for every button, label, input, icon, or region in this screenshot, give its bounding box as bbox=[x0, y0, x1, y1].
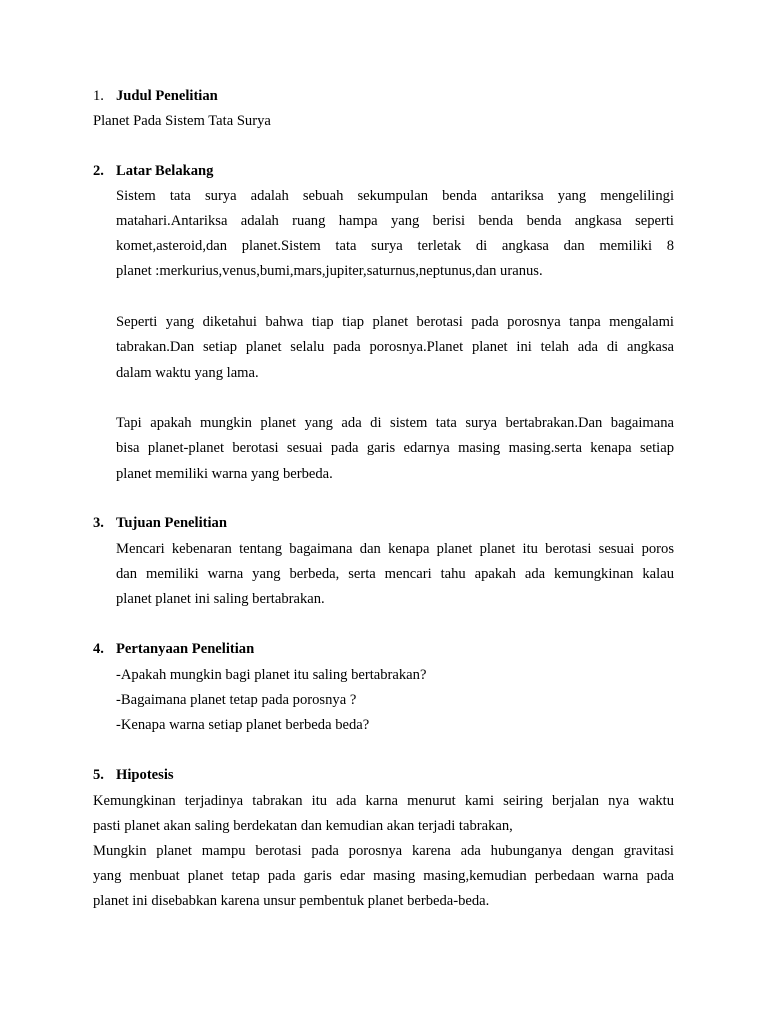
section-4-heading: Pertanyaan Penelitian bbox=[116, 641, 255, 657]
section-5-line-5: planet ini disebabkan karena unsur pembentuk planet berbeda-beda. bbox=[93, 893, 490, 909]
section-5-line-2: pasti planet akan saling berdekatan dan kemudian akan terjadi tabrakan, bbox=[93, 818, 513, 834]
section-3-line-2: dan memiliki warna yang berbeda, serta mencari tahu apakah ada kemungkinan kalau bbox=[116, 566, 674, 582]
section-4-question-2: -Bagaimana planet tetap pada porosnya ? bbox=[116, 692, 357, 708]
section-3-heading: Tujuan Penelitian bbox=[116, 515, 227, 531]
section-2-p3-line-1: Tapi apakah mungkin planet yang ada di sistem tata surya bertabrakan.Dan bagaimana bbox=[116, 415, 674, 431]
section-3-line-1: Mencari kebenaran tentang bagaimana dan kenapa planet planet itu berotasi sesuai poros bbox=[116, 541, 674, 557]
section-5-line-3: Mungkin planet mampu berotasi pada porosnya karena ada hubunganya dengan gravitasi bbox=[93, 843, 674, 859]
section-2-p1-line-1: Sistem tata surya adalah sebuah sekumpulan benda antariksa yang mengelilingi bbox=[116, 188, 674, 204]
section-2-p2-line-3: dalam waktu yang lama. bbox=[116, 365, 259, 381]
section-2-p3-line-3: planet memiliki warna yang berbeda. bbox=[116, 466, 333, 482]
section-2-p2-line-1: Seperti yang diketahui bahwa tiap tiap planet berotasi pada porosnya tanpa mengalami bbox=[116, 314, 674, 330]
section-2-p1-line-2: matahari.Antariksa adalah ruang hampa yang berisi benda benda angkasa seperti bbox=[116, 213, 674, 229]
section-1-line-1: Planet Pada Sistem Tata Surya bbox=[93, 113, 271, 129]
section-2-heading: Latar Belakang bbox=[116, 163, 214, 179]
section-3-line-3: planet planet ini saling bertabrakan. bbox=[116, 591, 325, 607]
section-3-number: 3. bbox=[93, 515, 104, 531]
section-5-line-4: yang menbuat planet tetap pada garis edar masing masing,kemudian perbedaan warna pada bbox=[93, 868, 674, 884]
section-4-question-1: -Apakah mungkin bagi planet itu saling bertabrakan? bbox=[116, 667, 427, 683]
section-2-p1-line-4: planet :merkurius,venus,bumi,mars,jupiter,saturnus,neptunus,dan uranus. bbox=[116, 263, 543, 279]
section-1-heading: Judul Penelitian bbox=[116, 88, 218, 104]
section-2-p1-line-3: komet,asteroid,dan planet.Sistem tata surya terletak di angkasa dan memiliki 8 bbox=[116, 238, 674, 254]
section-4-number: 4. bbox=[93, 641, 104, 657]
section-5-heading: Hipotesis bbox=[116, 767, 174, 783]
section-5-line-1: Kemungkinan terjadinya tabrakan itu ada karna menurut kami seiring berjalan nya waktu bbox=[93, 793, 674, 809]
section-1-number: 1. bbox=[93, 88, 104, 104]
section-4-question-3: -Kenapa warna setiap planet berbeda beda? bbox=[116, 717, 370, 733]
section-2-p2-line-2: tabrakan.Dan setiap planet selalu pada porosnya.Planet planet ini telah ada di angkasa bbox=[116, 339, 674, 355]
section-5-number: 5. bbox=[93, 767, 104, 783]
section-2-number: 2. bbox=[93, 163, 104, 179]
section-2-p3-line-2: bisa planet-planet berotasi sesuai pada garis edarnya masing masing.serta kenapa setiap bbox=[116, 440, 674, 456]
